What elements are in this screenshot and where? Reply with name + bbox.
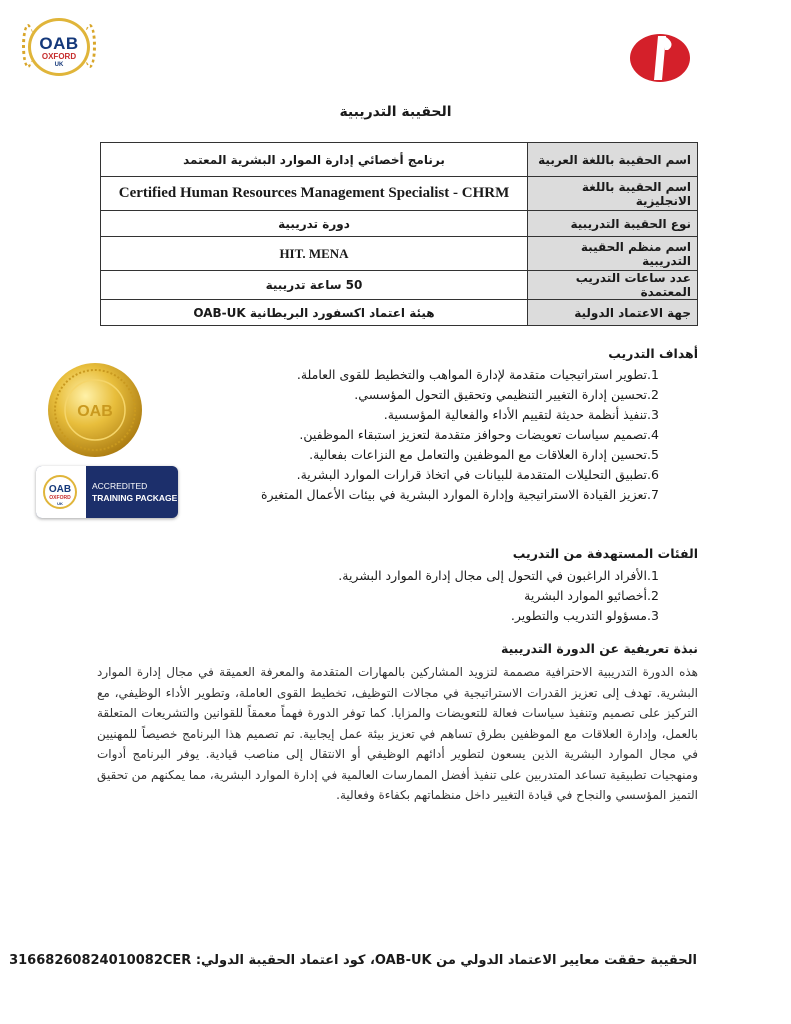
badge-line-2: TRAINING PACKAGE [92,493,178,503]
mini-logo-text-oxford: OXFORD [49,495,71,501]
info-label: اسم الحقيبة باللغة الانجليزية [528,177,698,211]
badge-line-1: ACCREDITED [92,481,148,491]
list-item [338,586,671,606]
mini-logo-text-uk: UK [57,501,63,506]
accreditation-footer: الحقيبة حققت معايير الاعتماد الدولي من OAB-UK، كود اعتماد الحقيبة الدولي: 31668260824010082CER [9,953,697,968]
oab-oxford-logo [22,14,102,76]
item-number: 3. [647,608,659,623]
item-number: 2. [647,588,659,603]
list-item [261,365,671,385]
list-item [261,485,671,505]
seal-text: OAB [77,403,113,420]
intro-heading: نبذة تعريفية عن الدورة التدريبية [500,641,698,656]
item-number: 1. [647,367,659,382]
package-info-table [100,142,698,326]
goals-list [261,365,671,505]
gold-seal-icon [45,360,145,460]
logo-text-uk: UK [54,62,64,68]
list-item [261,425,671,445]
list-item [261,385,671,405]
info-value: برنامج أخصائي إدارة الموارد البشرية المعتمد [101,143,528,177]
info-label: نوع الحقيبة التدريبية [528,211,698,237]
item-text: تحسين إدارة التغيير التنظيمي وتحقيق التحول المؤسسي. [354,387,647,402]
list-item [261,445,671,465]
organizer-red-logo-icon [628,32,692,84]
list-item [338,566,671,586]
goals-heading: أهداف التدريب [608,346,698,361]
info-value: 50 ساعة تدريبية [101,271,528,300]
info-row-type [101,211,698,237]
item-text: مسؤولو التدريب والتطوير. [510,608,647,623]
info-value: Certified Human Resources Management Specialist - CHRM [101,177,528,211]
item-number: 6. [647,467,659,482]
intro-paragraph: هذه الدورة التدريبية الاحترافية مصممة لتزويد المشاركين بالمهارات المتقدمة والمعرفة العميقة في مجال إدارة الموارد البشرية. تهدف إلى تعزيز القدرات الاستراتيجية في مجالات التوظيف، تخطيط القوى العاملة، وتطوير الأداء الوظيفي، مع التركيز على تصميم وتنفيذ سياسات فعالة للتعويضات والمزايا. كما توفر الدورة فهماً معمقاً للقوانين والتشريعات المتعلقة بالعمل، وإدارة العلاقات مع الموظفين بطرق تساهم في تعزيز بيئة عمل إيجابية. تم تصميم هذا البرنامج خصيصاً للمهنيين في مجال الموارد البشرية الذين يسعون لتطوير أدائهم الوظيفي أو الانتقال إلى مناصب قيادية. يوفر البرنامج أدوات ومنهجيات تطبيقية تساعد المتدربين على تنفيذ أفضل الممارسات العالمية في إدارة الموارد البشرية، مما يمكنهم من تحقيق التميز المؤسسي والنجاح في قيادة التغيير داخل منظماتهم بكفاءة وفعالية. [97,665,698,802]
logo-text-oxford: OXFORD [41,52,77,61]
info-label: اسم الحقيبة باللغة العربية [528,143,698,177]
item-number: 7. [647,487,659,502]
info-label: اسم منظم الحقيبة التدريبية [528,237,698,271]
item-text: تعزيز القيادة الاستراتيجية وإدارة الموارد البشرية في بيئات الأعمال المتغيرة [260,487,647,502]
info-value: هيئة اعتماد اكسفورد البريطانية OAB-UK [101,300,528,326]
info-row-accreditor [101,300,698,326]
item-text: تحسين إدارة العلاقات مع الموظفين والتعامل مع النزاعات بفعالية. [309,447,647,462]
item-text: تنفيذ أنظمة حديثة لتقييم الأداء والفعالية المؤسسية. [383,407,647,422]
info-row-organizer [101,237,698,271]
item-number: 2. [647,387,659,402]
info-row-arabic-name [101,143,698,177]
info-value: HIT. MENA [101,237,528,271]
document-title: الحقيبة التدريبية [339,104,452,120]
item-text: تطوير استراتيجيات متقدمة لإدارة المواهب والتخطيط للقوى العاملة. [296,367,647,382]
info-value: دورة تدريبية [101,211,528,237]
item-text: تصميم سياسات تعويضات وحوافز متقدمة لتعزيز استبقاء الموظفين. [299,427,647,442]
item-text: الأفراد الراغبون في التحول إلى مجال إدارة الموارد البشرية. [338,568,647,583]
item-number: 3. [647,407,659,422]
info-row-hours [101,271,698,300]
item-number: 4. [647,427,659,442]
info-label: عدد ساعات التدريب المعتمدة [528,271,698,300]
item-text: تطبيق التحليلات المتقدمة للبيانات في اتخاذ قرارات الموارد البشرية. [296,467,647,482]
info-row-english-name [101,177,698,211]
list-item [261,405,671,425]
item-number: 5. [647,447,659,462]
item-number: 1. [647,568,659,583]
target-groups-heading: الفئات المستهدفة من التدريب [512,546,698,561]
accredited-training-package-badge [36,466,178,518]
info-label: جهة الاعتماد الدولية [528,300,698,326]
oab-mini-logo-icon [40,474,80,510]
list-item [261,465,671,485]
mini-logo-text-oab: OAB [48,484,72,495]
logo-text-oab: OAB [39,34,79,53]
item-text: أخصائيو الموارد البشرية [524,588,647,603]
list-item [338,606,671,626]
target-groups-list [338,566,671,626]
